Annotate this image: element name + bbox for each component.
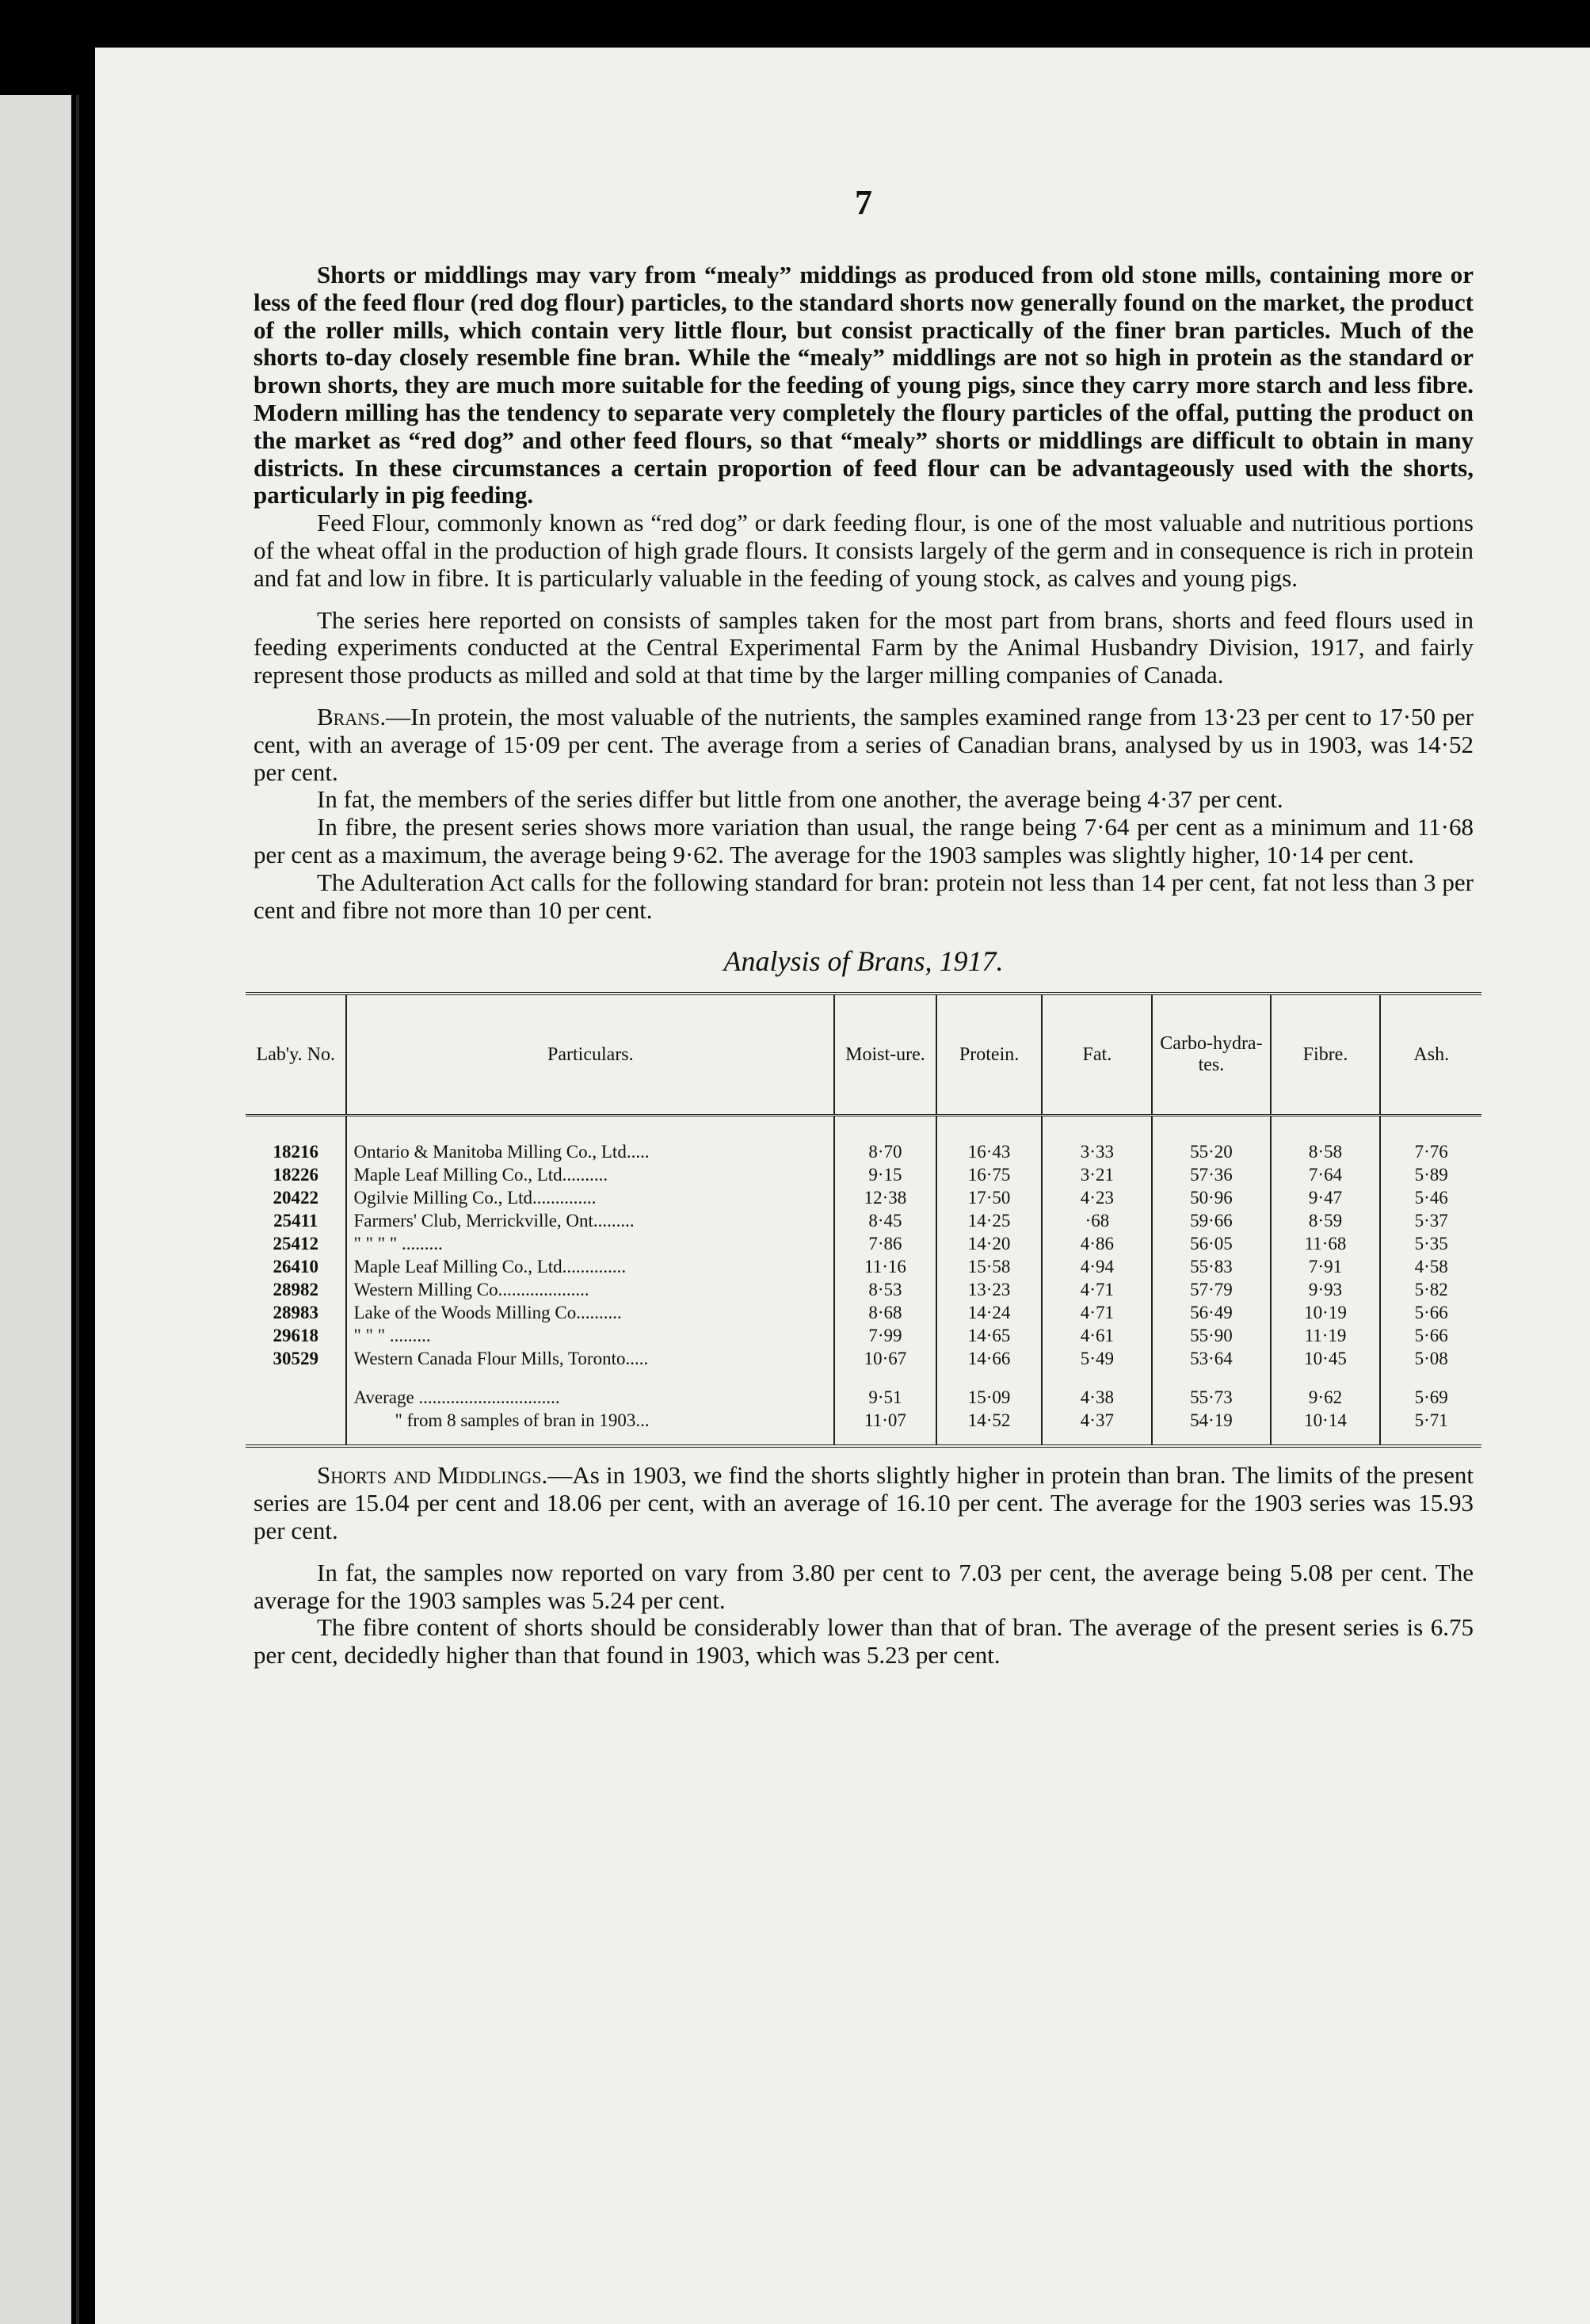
cell-carbohydrates: 55·83 xyxy=(1152,1255,1270,1278)
table-row xyxy=(246,1255,1481,1278)
cell-carbohydrates: 56·49 xyxy=(1152,1301,1270,1324)
average-row xyxy=(246,1370,1481,1409)
page-number: 7 xyxy=(855,183,872,222)
cell-ash: 5·37 xyxy=(1380,1209,1481,1232)
cell-fat: 4·71 xyxy=(1042,1278,1152,1301)
average-1903-row xyxy=(246,1409,1481,1446)
cell-fibre: 9·62 xyxy=(1271,1370,1381,1409)
cell-fibre: 10·45 xyxy=(1271,1347,1381,1370)
cell-fat: 4·71 xyxy=(1042,1301,1152,1324)
cell-fibre: 10·14 xyxy=(1271,1409,1381,1446)
cell-moisture: 11·07 xyxy=(834,1409,936,1446)
shorts-heading: Shorts and Middlings. xyxy=(317,1461,548,1490)
left-page-edge xyxy=(0,95,71,2324)
cell-moisture: 7·86 xyxy=(834,1232,936,1255)
cell-lab: 28983 xyxy=(273,1303,318,1323)
cell-protein: 13·23 xyxy=(936,1278,1043,1301)
cell-moisture: 7·99 xyxy=(834,1324,936,1347)
brans-paragraph-standard: The Adulteration Act calls for the following standard for bran: protein not less than 14 per cent, fat not less than 3 per cent and fibre not more than 10 per cent. xyxy=(254,868,1474,924)
cell-moisture: 10·67 xyxy=(834,1347,936,1370)
cell-lab: 28982 xyxy=(273,1280,318,1300)
cell-particulars: Western Milling Co.................... xyxy=(346,1278,834,1301)
cell-particulars: Western Canada Flour Mills, Toronto..... xyxy=(346,1347,834,1370)
shorts-paragraph-fibre: The fibre content of shorts should be considerably lower than that of bran. The average of the present series is 6.75 per cent, decidedly higher than that found in 1903, which was 5.23 per cent. xyxy=(254,1613,1474,1670)
header-ash: Ash. xyxy=(1380,994,1481,1116)
table-header-row xyxy=(246,994,1481,1116)
cell-carbohydrates: 55·73 xyxy=(1152,1370,1270,1409)
cell-fibre: 11·19 xyxy=(1271,1324,1381,1347)
cell-ash: 5·69 xyxy=(1380,1370,1481,1409)
table-title: Analysis of Brans, 1917. xyxy=(723,945,1004,978)
cell-fibre: 9·93 xyxy=(1271,1278,1381,1301)
page xyxy=(95,48,1590,2324)
cell-carbohydrates: 55·20 xyxy=(1152,1116,1270,1164)
cell-fat: 4·38 xyxy=(1042,1370,1152,1409)
cell-fat: 4·94 xyxy=(1042,1255,1152,1278)
cell-ash: 5·35 xyxy=(1380,1232,1481,1255)
cell-protein: 14·66 xyxy=(936,1347,1043,1370)
cell-particulars: Maple Leaf Milling Co., Ltd.......... xyxy=(346,1163,834,1186)
brans-paragraph-fat: In fat, the members of the series differ but little from one another, the average being 4·37 per cent. xyxy=(317,785,1283,814)
cell-carbohydrates: 53·64 xyxy=(1152,1347,1270,1370)
cell-lab: 30529 xyxy=(273,1349,318,1369)
cell-particulars: " " " ......... xyxy=(346,1324,834,1347)
cell-fat: 4·61 xyxy=(1042,1324,1152,1347)
cell-ash: 7·76 xyxy=(1380,1116,1481,1164)
cell-fibre: 9·47 xyxy=(1271,1186,1381,1209)
table-row xyxy=(246,1301,1481,1324)
cell-lab xyxy=(246,1409,346,1446)
cell-ash: 5·71 xyxy=(1380,1409,1481,1446)
cell-moisture: 9·15 xyxy=(834,1163,936,1186)
table-row xyxy=(246,1186,1481,1209)
table-row xyxy=(246,1163,1481,1186)
header-fibre: Fibre. xyxy=(1271,994,1381,1116)
cell-particulars: Ogilvie Milling Co., Ltd.............. xyxy=(346,1186,834,1209)
cell-lab: 29618 xyxy=(273,1326,318,1346)
table-row xyxy=(246,1232,1481,1255)
cell-particulars: Average ............................... xyxy=(346,1370,834,1409)
cell-fat: 4·86 xyxy=(1042,1232,1152,1255)
cell-fibre: 7·91 xyxy=(1271,1255,1381,1278)
cell-moisture: 8·70 xyxy=(834,1116,936,1164)
header-fat: Fat. xyxy=(1042,994,1152,1116)
cell-ash: 5·66 xyxy=(1380,1324,1481,1347)
cell-carbohydrates: 56·05 xyxy=(1152,1232,1270,1255)
intro-paragraph-feed-flour: Feed Flour, commonly known as “red dog” or dark feeding flour, is one of the most valuable and nutritious portions of the wheat offal in the production of high grade flours. It consists largely of the germ and in consequence is rich in protein and fat and low in fibre. It is particularly valuable in the feeding of young stock, as calves and young pigs. xyxy=(254,509,1474,592)
cell-lab: 18216 xyxy=(273,1142,318,1162)
cell-fat: 5·49 xyxy=(1042,1347,1152,1370)
cell-protein: 17·50 xyxy=(936,1186,1043,1209)
cell-fat: 3·21 xyxy=(1042,1163,1152,1186)
cell-lab: 25412 xyxy=(273,1234,318,1254)
page-content xyxy=(254,183,1474,1670)
cell-particulars: Maple Leaf Milling Co., Ltd.............. xyxy=(346,1255,834,1278)
header-moisture: Moist-ure. xyxy=(834,994,936,1116)
cell-fibre: 8·59 xyxy=(1271,1209,1381,1232)
cell-ash: 5·89 xyxy=(1380,1163,1481,1186)
intro-paragraph-series: The series here reported on consists of samples taken for the most part from brans, shorts and feed flours used in feeding experiments conducted at the Central Experimental Farm by the Animal Husbandry Division, 1917, and fairly represent those products as milled and sold at that time by the larger milling companies of Canada. xyxy=(254,605,1474,689)
cell-ash: 5·82 xyxy=(1380,1278,1481,1301)
cell-carbohydrates: 50·96 xyxy=(1152,1186,1270,1209)
header-lab-no: Lab'y. No. xyxy=(256,1044,335,1065)
cell-lab: 25411 xyxy=(273,1211,318,1231)
cell-particulars: " from 8 samples of bran in 1903... xyxy=(346,1409,834,1446)
cell-lab: 26410 xyxy=(273,1257,318,1277)
cell-moisture: 8·45 xyxy=(834,1209,936,1232)
table-row xyxy=(246,1324,1481,1347)
cell-carbohydrates: 57·36 xyxy=(1152,1163,1270,1186)
cell-protein: 15·09 xyxy=(936,1370,1043,1409)
cell-lab: 20422 xyxy=(273,1188,318,1208)
cell-particulars: Lake of the Woods Milling Co.......... xyxy=(346,1301,834,1324)
header-carbohydrates: Carbo-hydra-tes. xyxy=(1152,994,1270,1116)
cell-fibre: 8·58 xyxy=(1271,1116,1381,1164)
shorts-paragraph-protein: Shorts and Middlings.—As in 1903, we find the shorts slightly higher in protein than bran. The limits of the present series are 15.04 per cent and 18.06 per cent, with an average of 16.10 per cent. The average for the 1903 series was 15.93 per cent. xyxy=(254,1461,1474,1544)
cell-lab: 18226 xyxy=(273,1165,318,1185)
cell-fibre: 7·64 xyxy=(1271,1163,1381,1186)
cell-protein: 14·20 xyxy=(936,1232,1043,1255)
cell-carbohydrates: 55·90 xyxy=(1152,1324,1270,1347)
cell-fat: 4·23 xyxy=(1042,1186,1152,1209)
cell-fibre: 10·19 xyxy=(1271,1301,1381,1324)
brans-heading: Brans. xyxy=(317,702,387,731)
cell-ash: 5·66 xyxy=(1380,1301,1481,1324)
cell-moisture: 8·53 xyxy=(834,1278,936,1301)
cell-protein: 14·24 xyxy=(936,1301,1043,1324)
cell-carbohydrates: 57·79 xyxy=(1152,1278,1270,1301)
cell-lab xyxy=(246,1370,346,1409)
cell-moisture: 9·51 xyxy=(834,1370,936,1409)
table-row xyxy=(246,1209,1481,1232)
cell-fibre: 11·68 xyxy=(1271,1232,1381,1255)
cell-fat: 3·33 xyxy=(1042,1116,1152,1164)
cell-ash: 5·08 xyxy=(1380,1347,1481,1370)
cell-particulars: " " " " ......... xyxy=(346,1232,834,1255)
brans-analysis-table xyxy=(246,992,1481,1448)
shorts-paragraph-fat: In fat, the samples now reported on vary from 3.80 per cent to 7.03 per cent, the average being 5.08 per cent. The average for the 1903 samples was 5.24 per cent. xyxy=(254,1558,1474,1614)
cell-particulars: Ontario & Manitoba Milling Co., Ltd..... xyxy=(346,1116,834,1164)
cell-moisture: 8·68 xyxy=(834,1301,936,1324)
table-row xyxy=(246,1116,1481,1164)
cell-protein: 15·58 xyxy=(936,1255,1043,1278)
brans-paragraph-protein: Brans.—In protein, the most valuable of the nutrients, the samples examined range from 13·23 per cent to 17·50 per cent, with an average of 15·09 per cent. The average from a series of Canadian brans, analysed by us in 1903, was 14·52 per cent. xyxy=(254,702,1474,786)
cell-ash: 4·58 xyxy=(1380,1255,1481,1278)
header-protein: Protein. xyxy=(936,994,1043,1116)
cell-moisture: 12·38 xyxy=(834,1186,936,1209)
page-gutter xyxy=(76,95,79,2324)
cell-moisture: 11·16 xyxy=(834,1255,936,1278)
cell-fat: 4·37 xyxy=(1042,1409,1152,1446)
cell-protein: 16·43 xyxy=(936,1116,1043,1164)
table-row xyxy=(246,1347,1481,1370)
cell-protein: 14·52 xyxy=(936,1409,1043,1446)
cell-protein: 16·75 xyxy=(936,1163,1043,1186)
intro-paragraph-shorts: Shorts or middlings may vary from “mealy” middings as produced from old stone mills, containing more or less of the feed flour (red dog flour) particles, to the standard shorts now generally found on the market, the product of the roller mills, which contain very little flour, but consist practically of the finer bran particles. Much of the shorts to-day closely resemble fine bran. While the “mealy” middlings are not so high in protein as the standard or brown shorts, they are much more suitable for the feeding of young pigs, since they carry more starch and less fibre. Modern milling has the tendency to separate very completely the floury particles of the offal, putting the product on the market as “red dog” and other feed flours, so that “mealy” shorts or middlings are difficult to obtain in many districts. In these circumstances a certain proportion of feed flour can be advantageously used with the shorts, particularly in pig feeding. xyxy=(254,261,1474,509)
cell-ash: 5·46 xyxy=(1380,1186,1481,1209)
cell-protein: 14·25 xyxy=(936,1209,1043,1232)
header-particulars: Particulars. xyxy=(346,994,834,1116)
cell-fat: ·68 xyxy=(1042,1209,1152,1232)
cell-carbohydrates: 54·19 xyxy=(1152,1409,1270,1446)
cell-carbohydrates: 59·66 xyxy=(1152,1209,1270,1232)
brans-paragraph-fibre: In fibre, the present series shows more variation than usual, the range being 7·64 per cent as a minimum and 11·68 per cent as a maximum, the average being 9·62. The average for the 1903 samples was slightly higher, 10·14 per cent. xyxy=(254,813,1474,868)
table-row xyxy=(246,1278,1481,1301)
cell-particulars: Farmers' Club, Merrickville, Ont......... xyxy=(346,1209,834,1232)
cell-protein: 14·65 xyxy=(936,1324,1043,1347)
